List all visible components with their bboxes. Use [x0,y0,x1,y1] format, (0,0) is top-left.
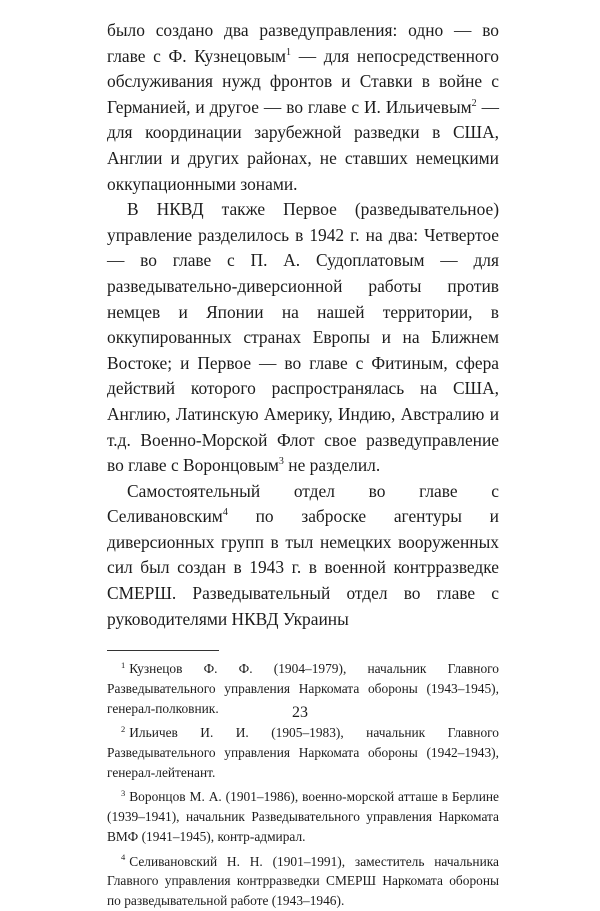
book-page [107,18,499,911]
footnote-ref-3[interactable]: 3 [278,456,284,468]
paragraph-1 [107,18,499,197]
footnote-ref-1[interactable]: 1 [286,46,292,58]
text: В НКВД также Первое (разведывательное) управление разделилось в 1942 г. на два: Четвертое — во главе с П. А. Судоплатовым — для разведывательно-диверсионной работы против немцев и Японии на нашей территории, в оккупированных странах Европы и на Ближнем Востоке; и Первое — во главе с Фитиным, сфера действий которого распространялась на США, Англию, Латинскую Америку, Индию, Австралию и т.д. Военно-Морской Флот свое разведуправление во главе с Воронцовым [107,199,499,476]
footnote-number: 2 [121,723,126,734]
footnote-text: Воронцов М. А. (1901–1986), военно-морской атташе в Берлине (1939–1941), начальник Разведывательного управления Наркомата ВМФ (1941–1945), контр-адмирал. [107,789,499,844]
footnotes [107,659,499,910]
text: не разделил. [283,455,381,476]
footnote-ref-2[interactable]: 2 [471,97,477,109]
main-text [107,18,499,632]
footnote-ref-4[interactable]: 4 [222,507,228,519]
paragraph-2 [107,197,499,479]
footnote-text: Ильичев И. И. (1905–1983), начальник Главного Разведывательного управления Наркомата обороны (1942–1943), генерал-лейтенант. [107,725,499,780]
text: — для непосредственного обслуживания нужд фронтов и Ставки в войне с Германией, и другое — во главе с И. Ильичевым [107,45,499,117]
footnote-number: 1 [121,659,126,670]
paragraph-3 [107,479,499,633]
footnote-text: Селивановский Н. Н. (1901–1991), заместитель начальника Главного управления контрразведки СМЕРШ Наркомата обороны по разведывательной работе (1943–1946). [107,853,499,908]
footnote-number: 3 [121,788,126,798]
page-number: 23 [292,704,308,721]
footnote-number: 4 [121,852,126,863]
text: — для координации зарубежной разведки в США, Англии и других районах, не ставших немецкими оккупационными зонами. [107,96,499,194]
footnote-3 [107,787,499,846]
footnote-divider [107,650,219,651]
footnote-2 [107,723,499,782]
footnote-text: Кузнецов Ф. Ф. (1904–1979), начальник Главного Разведывательного управления Наркомата обороны (1943–1945), генерал-полковник. [107,661,499,716]
text: Самостоятельный отдел во главе с Селивановским [107,480,499,527]
text: по заброске агентуры и диверсионных групп в тыл немецких вооруженных сил был создан в 1943 г. в военной контрразведке СМЕРШ. Разведывательный отдел во главе с руководителями НКВД Украины [107,506,499,629]
text: было создано два разведуправления: одно — во главе с Ф. Кузнецовым [107,20,499,66]
footnote-4 [107,852,499,911]
